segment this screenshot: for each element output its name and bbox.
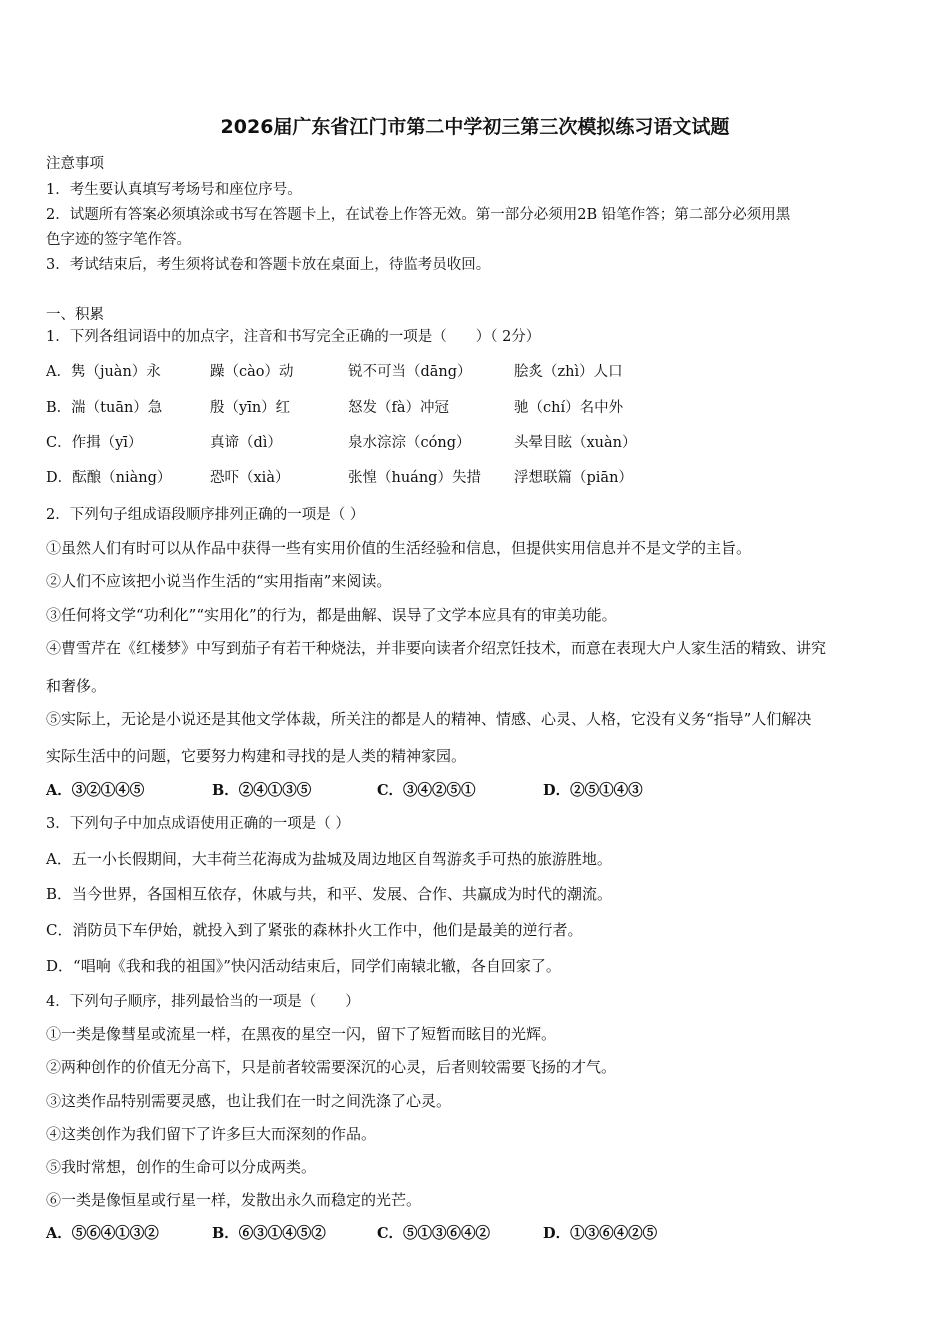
notice-item: 2．试题所有答案必须填涂或书写在答题卡上，在试卷上作答无效。第一部分必须用2B 铅笔作答；第二部分必须用黑 bbox=[46, 207, 791, 223]
q4-sentence: ⑥一类是像恒星或行星一样，发散出永久而稳定的光芒。 bbox=[46, 1191, 422, 1209]
q1-term: C．作揖（yī） bbox=[46, 435, 143, 451]
q2-sentence: ⑤实际上，无论是小说还是其他文学体裁，所关注的都是人的精神、情感、心灵、人格，它没有义务“指导”人们解决 bbox=[46, 710, 812, 728]
q1-term: 脍炙（zhì）人口 bbox=[514, 364, 623, 380]
q4-option-b: B．⑥③①④⑤② bbox=[212, 1225, 326, 1242]
q1-term: 头晕目眩（xuàn） bbox=[514, 435, 637, 451]
q2-sentence: ④曹雪芹在《红楼梦》中写到茄子有若干种烧法，并非要向读者介绍烹饪技术，而意在表现大户人家生活的精致、讲究 bbox=[46, 639, 827, 657]
notice-heading: 注意事项 bbox=[46, 156, 104, 172]
q4-sentence: ①一类是像彗星或流星一样，在黑夜的星空一闪，留下了短暂而眩目的光辉。 bbox=[46, 1025, 557, 1043]
question-2-stem: 2．下列句子组成语段顺序排列正确的一项是（ ） bbox=[46, 507, 365, 523]
q1-term: 恐吓（xià） bbox=[210, 470, 290, 486]
q1-term: 驰（chí）名中外 bbox=[514, 400, 624, 416]
q4-sentence: ②两种创作的价值无分高下，只是前者较需要深沉的心灵，后者则较需要飞扬的才气。 bbox=[46, 1058, 617, 1076]
section-heading: 一、积累 bbox=[46, 307, 104, 323]
q4-option-d: D．①③⑥④②⑤ bbox=[543, 1225, 658, 1242]
q2-option-c: C．③④②⑤① bbox=[377, 782, 476, 799]
q2-sentence: ①虽然人们有时可以从作品中获得一些有实用价值的生活经验和信息，但提供实用信息并不是文学的主旨。 bbox=[46, 539, 752, 557]
question-1-stem: 1．下列各组词语中的加点字，注音和书写完全正确的一项是（ ）（ 2分） bbox=[46, 329, 541, 345]
q3-option-d: D．“唱响《我和我的祖国》”快闪活动结束后，同学们南辕北辙，各自回家了。 bbox=[46, 957, 561, 975]
q4-sentence: ④这类创作为我们留下了许多巨大而深刻的作品。 bbox=[46, 1125, 377, 1143]
q1-term: D．酝酿（niàng） bbox=[46, 470, 172, 486]
q1-term: 真谛（dì） bbox=[210, 435, 282, 451]
q1-term: 怒发（fà）冲冠 bbox=[348, 400, 450, 416]
q3-option-b: B．当今世界，各国相互依存，休戚与共，和平、发展、合作、共赢成为时代的潮流。 bbox=[46, 885, 613, 903]
q2-option-a: A．③②①④⑤ bbox=[46, 782, 145, 799]
q3-option-a: A．五一小长假期间，大丰荷兰花海成为盐城及周边地区自驾游炙手可热的旅游胜地。 bbox=[46, 850, 612, 868]
question-4-stem: 4．下列句子顺序，排列最恰当的一项是（ ） bbox=[46, 994, 360, 1010]
q4-option-c: C．⑤①③⑥④② bbox=[377, 1225, 491, 1242]
notice-item: 色字迹的签字笔作答。 bbox=[46, 232, 191, 248]
notice-item: 1．考生要认真填写考场号和座位序号。 bbox=[46, 182, 302, 198]
question-3-stem: 3．下列句子中加点成语使用正确的一项是（ ） bbox=[46, 816, 350, 832]
q2-sentence: 实际生活中的问题，它要努力构建和寻找的是人类的精神家园。 bbox=[46, 747, 467, 765]
q1-term: 殷（yīn）红 bbox=[210, 400, 291, 416]
q2-sentence: 和奢侈。 bbox=[46, 677, 107, 695]
q1-term: A．隽（juàn）永 bbox=[46, 364, 161, 380]
q2-sentence: ②人们不应该把小说当作生活的“实用指南”来阅读。 bbox=[46, 572, 392, 590]
q1-term: 锐不可当（dāng） bbox=[348, 364, 472, 380]
q1-term: 泉水淙淙（cóng） bbox=[348, 435, 471, 451]
q2-sentence: ③任何将文学“功利化”“实用化”的行为，都是曲解、误导了文学本应具有的审美功能。 bbox=[46, 606, 617, 624]
q4-sentence: ⑤我时常想，创作的生命可以分成两类。 bbox=[46, 1158, 317, 1176]
q4-sentence: ③这类作品特别需要灵感，也让我们在一时之间洗涤了心灵。 bbox=[46, 1092, 452, 1110]
q2-option-d: D．②⑤①④③ bbox=[543, 782, 643, 799]
q1-term: 浮想联篇（piān） bbox=[514, 470, 633, 486]
page-title: 2026届广东省江门市第二中学初三第三次模拟练习语文试题 bbox=[220, 116, 730, 138]
q1-term: 张惶（huáng）失措 bbox=[348, 470, 481, 486]
q2-option-b: B．②④①③⑤ bbox=[212, 782, 312, 799]
q1-term: B．湍（tuān）急 bbox=[46, 400, 163, 416]
q3-option-c: C．消防员下车伊始，就投入到了紧张的森林扑火工作中，他们是最美的逆行者。 bbox=[46, 921, 583, 939]
q1-term: 躁（cào）动 bbox=[210, 364, 294, 380]
notice-item: 3．考试结束后，考生须将试卷和答题卡放在桌面上，待监考员收回。 bbox=[46, 257, 491, 273]
q4-option-a: A．⑤⑥④①③② bbox=[46, 1225, 159, 1242]
